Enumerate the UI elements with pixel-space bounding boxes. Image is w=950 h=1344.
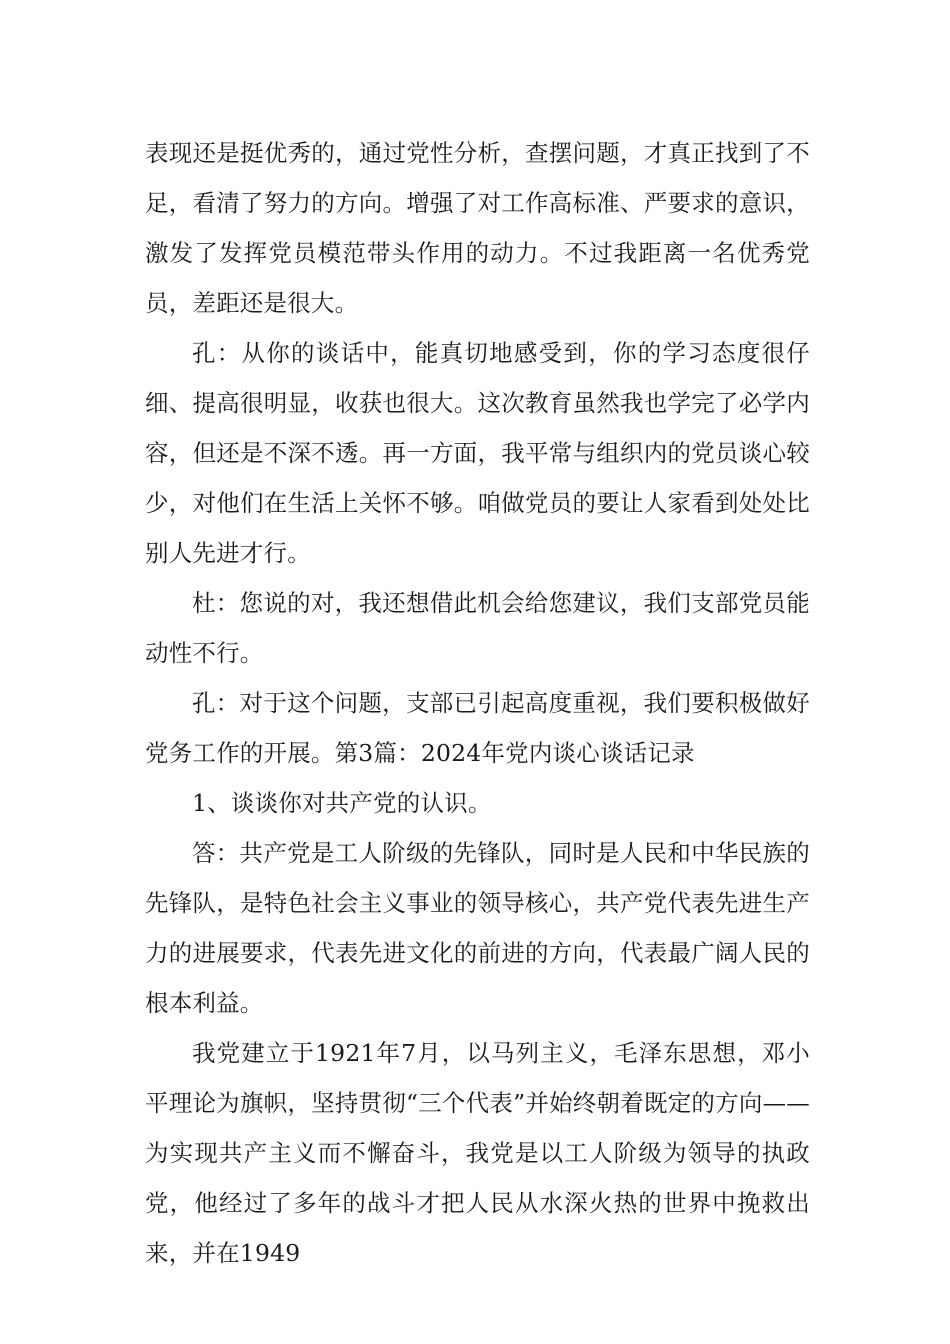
document-body bbox=[145, 128, 810, 1278]
paragraph-7: 我党建立于1921年7月，以马列主义，毛泽东思想，邓小平理论为旗帜，坚持贯彻“三个代表”并始终朝着既定的方向——为实现共产主义而不懈奋斗，我党是以工人阶级为领导的执政党，他经过了多年的战斗才把人民从水深火热的世界中挽救出来，并在1949 bbox=[145, 1039, 810, 1267]
paragraph-6: 答：共产党是工人阶级的先锋队，同时是人民和中华民族的先锋队，是特色社会主义事业的领导核心，共产党代表先进生产力的进展要求，代表先进文化的前进的方向，代表最广阔人民的根本利益。 bbox=[145, 839, 810, 1017]
paragraph-2: 孔：从你的谈话中，能真切地感受到，你的学习态度很仔细、提高很明显，收获也很大。这次教育虽然我也学完了必学内容，但还是不深不透。再一方面，我平常与组织内的党员谈心较少，对他们在生活上关怀不够。咱做党员的要让人家看到处处比别人先进才行。 bbox=[145, 339, 810, 567]
paragraph-3: 杜：您说的对，我还想借此机会给您建议，我们支部党员能动性不行。 bbox=[145, 589, 810, 667]
paragraph-1: 表现还是挺优秀的，通过党性分析，查摆问题，才真正找到了不足，看清了努力的方向。增强了对工作高标准、严要求的意识，激发了发挥党员模范带头作用的动力。不过我距离一名优秀党员，差距还是很大。 bbox=[145, 139, 810, 317]
paragraph-4: 孔：对于这个问题，支部已引起高度重视，我们要积极做好党务工作的开展。第3篇：2024年党内谈心谈话记录 bbox=[145, 689, 810, 767]
paragraph-5: 1、谈谈你对共产党的认识。 bbox=[192, 789, 492, 817]
